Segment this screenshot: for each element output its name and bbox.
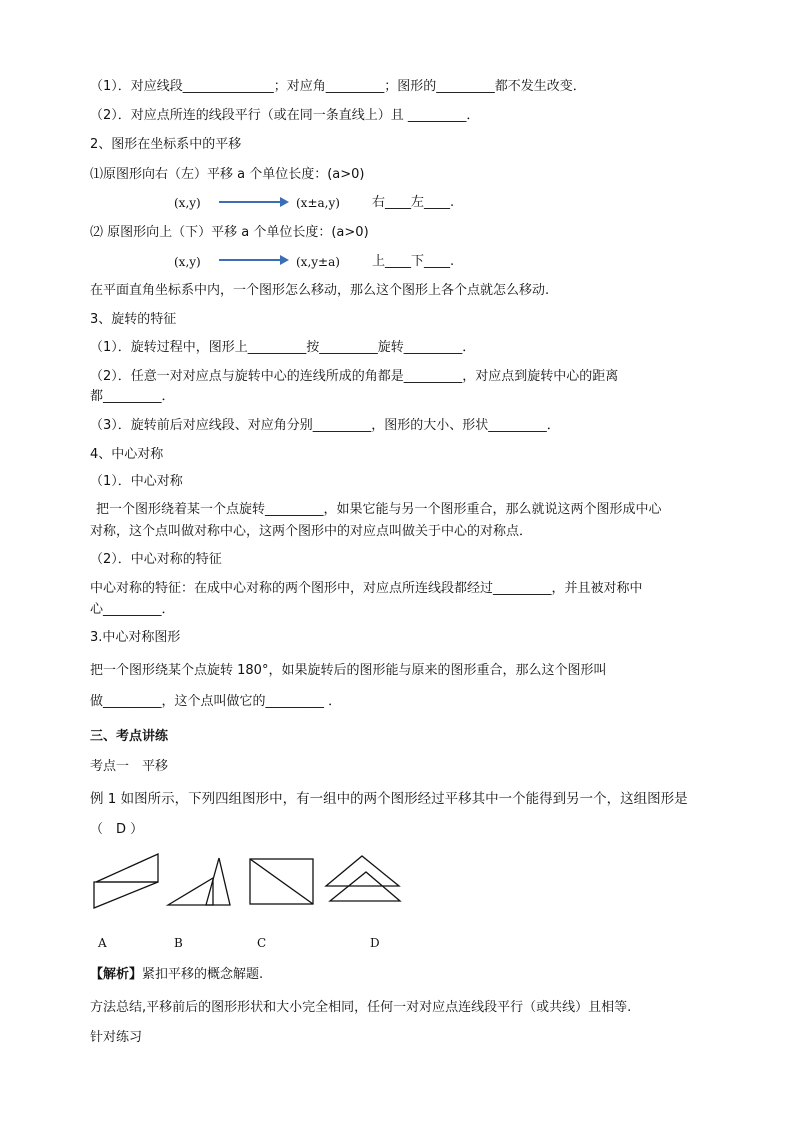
translation-prop-1: （1）．对应线段______________；对应角_________；图形的_________都不发生改变． <box>90 79 586 94</box>
central-feature-b: 心_________． <box>90 602 175 617</box>
right-arrow-icon <box>218 195 290 209</box>
rule2-to: (x,y±a) <box>296 255 340 269</box>
option-label-c: C <box>257 936 267 950</box>
central-sub-1: （1）．中心对称 <box>90 474 183 489</box>
rotation-prop-2b: 都_________． <box>90 389 175 404</box>
option-a-shape-1 <box>96 854 158 882</box>
rule2-blanks: 上____下____. <box>372 254 455 269</box>
central-def-a: 把一个图形绕着某一个点旋转_________，如果它能与另一个图形重合，那么就说这两个图形成中心 <box>96 502 662 517</box>
example-question: 例 1 如图所示，下列四组图形中，有一组中的两个图形经过平移其中一个能得到另一个，这组图形是 <box>90 791 688 807</box>
heading-coordinate-translation: 2、图形在坐标系中的平移 <box>90 137 242 152</box>
heading-rotation: 3、旋转的特征 <box>90 312 177 327</box>
central-feature-a: 中心对称的特征：在成中心对称的两个图形中，对应点所连线段都经过_________，并且被对称中 <box>90 581 643 596</box>
analysis-tag: 【解析】 <box>90 967 143 982</box>
rule-vertical: ⑵ 原图形向上（下）平移 a 个单位长度：(a>0) <box>90 225 369 240</box>
rule-horizontal: ⑴原图形向右（左）平移 a 个单位长度：(a>0) <box>90 167 365 182</box>
rule1-to: (x±a,y) <box>296 196 340 210</box>
method-summary: 方法总结,平移前后的图形形状和大小完全相同，任何一对对应点连线段平行（或共线）且相等. <box>90 1000 632 1015</box>
translation-note: 在平面直角坐标系中内，一个图形怎么移动，那么这个图形上各个点就怎么移动. <box>90 283 550 298</box>
example-answer: （ D ） <box>90 822 144 837</box>
option-d-shape-1 <box>326 856 399 886</box>
rule1-from: (x,y) <box>174 196 201 210</box>
option-label-b: B <box>174 936 183 950</box>
option-b-shape-1 <box>168 878 213 905</box>
practice-heading: 针对练习 <box>90 1030 143 1045</box>
rule1-blanks: 右____左____. <box>372 195 455 210</box>
rotation-prop-2a: （2）．任意一对对应点与旋转中心的连线所成的角都是_________，对应点到旋转中心的距离 <box>90 369 619 384</box>
topic-heading: 考点一 平移 <box>90 759 169 774</box>
rotation-prop-3: （3）．旋转前后对应线段、对应角分别_________，图形的大小、形状_________． <box>90 418 560 433</box>
central-def-b: 对称，这个点叫做对称中心，这两个图形中的对应点叫做关于中心的对称点． <box>90 524 533 539</box>
option-b-shape-2 <box>206 858 230 905</box>
central-figure-def-b: 做_________，这个点叫做它的_________ ． <box>90 694 342 709</box>
heading-central-symmetry: 4、中心对称 <box>90 447 164 462</box>
analysis-text: 紧扣平移的概念解题. <box>142 967 264 982</box>
option-label-a: A <box>98 936 107 950</box>
rotation-prop-1: （1）．旋转过程中，图形上_________按_________旋转_________． <box>90 340 476 355</box>
rule2-from: (x,y) <box>174 255 201 269</box>
right-arrow-icon <box>218 253 290 267</box>
translation-prop-2: （2）．对应点所连的线段平行（或在同一条直线上）且 _________． <box>90 108 480 123</box>
options-figure <box>90 852 420 916</box>
central-sub-2: （2）．中心对称的特征 <box>90 552 222 567</box>
section-heading: 三、考点讲练 <box>90 729 169 744</box>
heading-central-figure: 3.中心对称图形 <box>90 630 181 645</box>
option-label-d: D <box>370 936 380 950</box>
analysis-line <box>90 966 263 984</box>
option-a-shape-2 <box>94 882 158 908</box>
option-c-diagonal <box>250 859 313 904</box>
central-figure-def-a: 把一个图形绕某个点旋转 180°，如果旋转后的图形能与原来的图形重合，那么这个图形叫 <box>90 663 607 678</box>
